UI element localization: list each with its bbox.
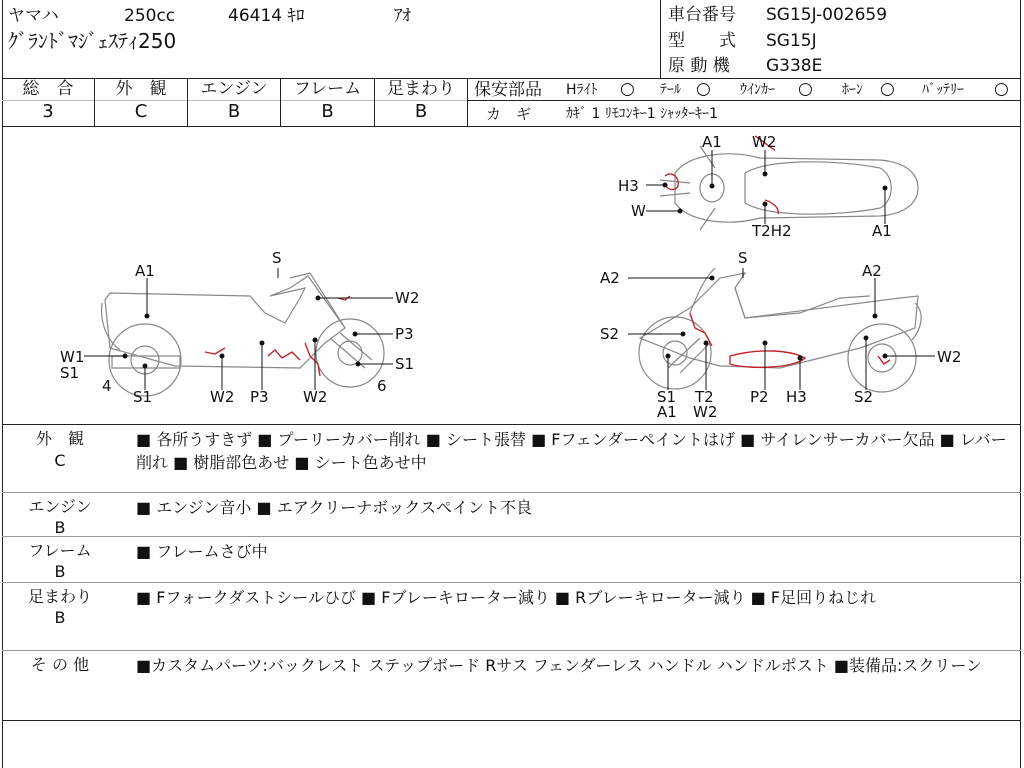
- top-label-t2h2: T2H2: [752, 222, 792, 240]
- grades-bottom-line: [2, 126, 1021, 127]
- right-label-s1: S1: [657, 388, 677, 406]
- right-label-s2-bottom: S2: [854, 388, 874, 406]
- section-frame-grade: B: [54, 562, 66, 581]
- left-label-4: 4: [102, 377, 112, 395]
- right-label-p2: P2: [750, 388, 769, 406]
- safety-winker-mark: ○: [798, 79, 813, 99]
- header-vertical: [660, 0, 661, 78]
- right-label-s: S: [738, 249, 748, 267]
- color: ｱｵ: [394, 6, 411, 26]
- section-exterior-text: ■ 各所うすきず ■ プーリーカバー削れ ■ シート張替 ■ Fフェンダーペイントはげ ■ サイレンサーカバー欠品 ■ レバー削れ ■ 樹脂部色あせ ■ シート色あせ中: [136, 430, 1007, 472]
- engine-value: G338E: [766, 56, 823, 76]
- top-view-scooter: [660, 146, 918, 230]
- maker: ヤマハ: [8, 6, 59, 26]
- grade-label-exterior: 外 観: [115, 79, 167, 99]
- right-label-w2-bottom: W2: [693, 403, 718, 421]
- grade-value-suspension: B: [414, 101, 428, 122]
- right-label-a1: A1: [657, 403, 677, 421]
- right-view-scooter: [639, 268, 921, 392]
- top-label-a1-rear: A1: [872, 222, 892, 240]
- section-engine-grade: B: [54, 518, 66, 537]
- left-label-s1-bottom: S1: [133, 388, 153, 406]
- section-suspension-grade: B: [54, 608, 66, 627]
- right-label-s2-left: S2: [600, 325, 620, 343]
- top-label-w: W: [631, 202, 646, 220]
- section-other-title: そ の 他: [30, 655, 90, 674]
- section-frame-text: ■ フレームさび中: [136, 542, 268, 561]
- right-label-a2-right: A2: [862, 262, 882, 280]
- safety-winker: ｳｲﾝｶｰ: [740, 82, 775, 98]
- section-suspension-title: 足まわり: [27, 587, 92, 606]
- section-line-4: [2, 650, 1021, 651]
- right-label-h3: H3: [786, 388, 807, 406]
- model-name: ｸﾞﾗﾝﾄﾞﾏｼﾞｪｽﾃｨ250: [8, 29, 177, 53]
- safety-tail: ﾃｰﾙ: [660, 82, 681, 98]
- damage-diagram: [0, 128, 1024, 424]
- chassis-value: SG15J-002659: [766, 5, 888, 25]
- safety-row-divider: [468, 100, 1020, 101]
- safety-tail-mark: ○: [696, 79, 711, 99]
- grade-col-5: [467, 78, 468, 126]
- engine-label: 原 動 機: [668, 56, 730, 76]
- section-line-2: [2, 536, 1021, 537]
- left-label-p3-right: P3: [395, 325, 414, 343]
- type-value: SG15J: [766, 31, 817, 51]
- top-label-a1: A1: [702, 133, 722, 151]
- section-exterior-title: 外 観: [35, 429, 84, 448]
- grade-value-frame: B: [321, 101, 334, 122]
- left-label-s1-right: S1: [395, 355, 415, 373]
- safety-battery: ﾊﾞｯﾃﾘｰ: [922, 82, 964, 98]
- diagram-bottom-line: [2, 424, 1021, 425]
- top-label-h3: H3: [618, 177, 639, 195]
- left-label-w2-upper: W2: [395, 289, 420, 307]
- section-suspension-text: ■ Fフォークダストシールひび ■ Fブレーキローター減り ■ Rブレーキローター減り ■ F足回りねじれ: [136, 588, 877, 607]
- left-label-s1-side: S1: [60, 364, 80, 382]
- section-line-5: [2, 720, 1021, 721]
- left-label-w2-bottom: W2: [210, 388, 235, 406]
- left-label-w1: W1: [60, 348, 85, 366]
- right-label-w2: W2: [937, 348, 962, 366]
- grade-value-overall: 3: [42, 101, 54, 122]
- left-label-a1: A1: [135, 262, 155, 280]
- grade-label-suspension: 足まわり: [387, 79, 455, 99]
- safety-battery-mark: ○: [994, 79, 1009, 99]
- safety-headlight: Hﾗｲﾄ: [566, 82, 598, 98]
- top-label-w2: W2: [752, 133, 777, 151]
- damage-marks: [205, 136, 890, 376]
- safety-label: 保安部品: [474, 80, 542, 100]
- left-label-6: 6: [377, 377, 387, 395]
- grade-value-exterior: C: [134, 101, 148, 122]
- section-frame-title: フレーム: [28, 541, 92, 560]
- section-exterior-grade: C: [54, 451, 66, 470]
- displacement: 250cc: [124, 6, 176, 26]
- type-label: 型 式: [668, 31, 736, 51]
- right-label-a2-left: A2: [600, 269, 620, 287]
- grade-label-overall: 総 合: [22, 79, 74, 99]
- grade-label-engine: エンジン: [200, 79, 268, 99]
- safety-headlight-mark: ○: [620, 79, 635, 99]
- mileage: 46414 ｷﾛ: [228, 6, 305, 26]
- right-label-t2: T2: [695, 388, 714, 406]
- left-label-p3-bottom: P3: [250, 388, 269, 406]
- left-view-scooter: [102, 273, 384, 396]
- left-label-s: S: [272, 249, 282, 267]
- grade-value-engine: B: [227, 101, 241, 122]
- chassis-label: 車台番号: [668, 5, 736, 25]
- section-engine-text: ■ エンジン音小 ■ エアクリーナボックスペイント不良: [136, 498, 533, 517]
- section-engine-title: エンジン: [28, 497, 92, 516]
- safety-horn: ﾎｰﾝ: [842, 82, 863, 98]
- left-label-w2-bottom-2: W2: [303, 388, 328, 406]
- section-line-1: [2, 492, 1021, 493]
- key-label: カ ギ: [486, 105, 532, 123]
- section-line-3: [2, 582, 1021, 583]
- grade-label-frame: フレーム: [293, 79, 362, 99]
- section-other-text: ■カスタムパーツ:バックレスト ステップボード Rサス フェンダーレス ハンドル ハンドルポスト ■装備品:スクリーン: [136, 656, 983, 675]
- key-value: ｶｷﾞ 1 ﾘﾓｺﾝｷｰ1 ｼｬｯﾀｰｷｰ1: [566, 106, 719, 122]
- safety-horn-mark: ○: [880, 79, 895, 99]
